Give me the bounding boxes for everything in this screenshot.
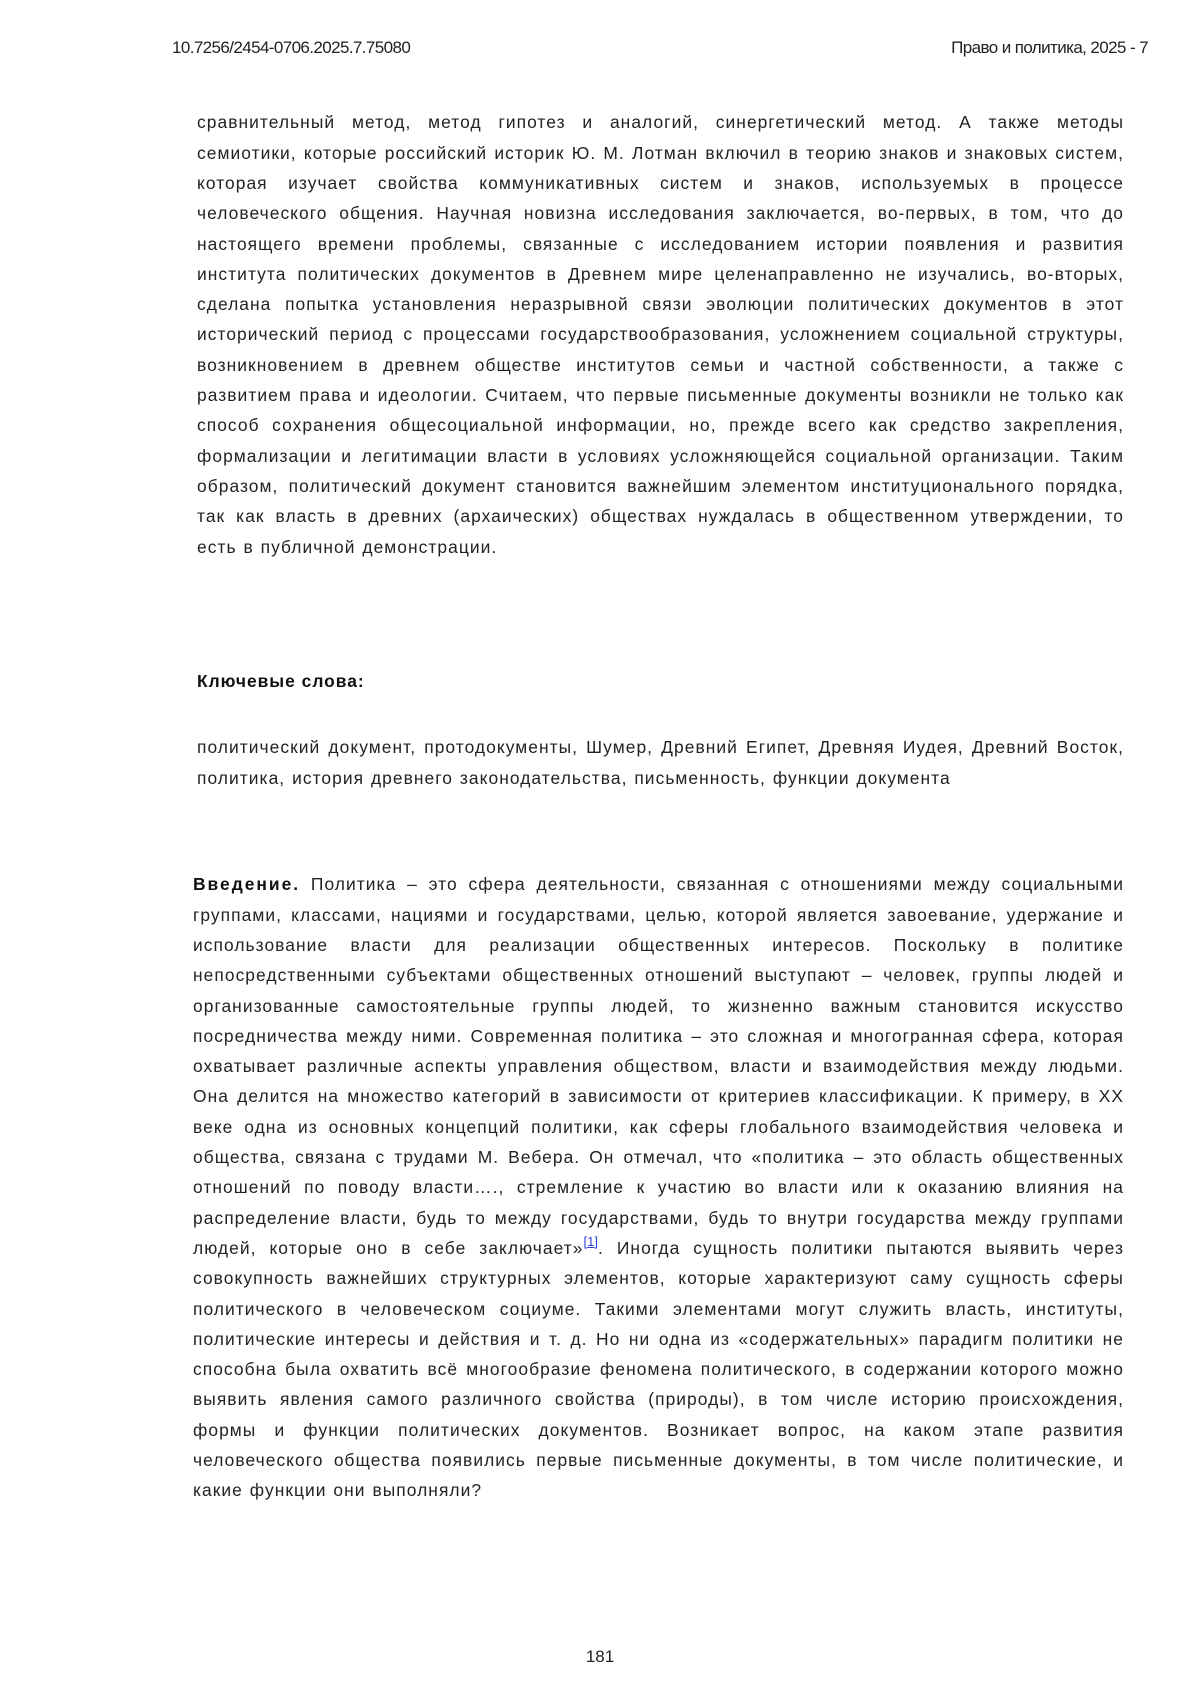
introduction-text-part1: Политика – это сфера деятельности, связанная с отношениями между социальными группами, классами, нациями и государствами, целью, которой является завоевание, удержание и использование власти для реализации общественных интересов. Поскольку в политике непосредственными субъектами общественных отношений выступают – человек, группы людей и организованные самостоятельные группы людей, то жизненно важным становится искусство посредничества между ними. Современная политика – это сложная и многогранная сфера, которая охватывает различные аспекты управления обществом, власти и взаимодействия между людьми. Она делится на множество категорий в зависимости от критериев классификации. К примеру, в XX веке одна из основных концепций политики, как сферы глобального взаимодействия человека и общества, связана с трудами М. Вебера. Он отмечал, что «политика – это область общественных отношений по поводу власти…., стремление к участию во власти или к оказанию влияния на распределение власти, будь то между государствами, будь то внутри государства между группами людей, которые оно в себе заключает»	[193, 874, 1124, 1258]
page-number: 181	[0, 1647, 1200, 1667]
introduction-paragraph	[193, 869, 1124, 1505]
keywords-list: политический документ, протодокументы, Шумер, Древний Египет, Древняя Иудея, Древний Восток, политика, история древнего законодательства, письменность, функции документа	[197, 732, 1124, 793]
keywords-heading: Ключевые слова:	[197, 671, 365, 692]
doi-text: 10.7256/2454-0706.2025.7.75080	[172, 38, 410, 58]
introduction-text-part2: . Иногда сущность политики пытаются выявить через совокупность важнейших структурных элементов, которые характеризуют саму сущность сферы политического в человеческом социуме. Такими элементами могут служить власть, институты, политические интересы и действия и т. д. Но ни одна из «содержательных» парадигм политики не способна была охватить всё многообразие феномена политического, в содержании которого можно выявить явления самого различного свойства (природы), в том числе историю происхождения, формы и функции политических документов. Возникает вопрос, на каком этапе развития человеческого общества появились первые письменные документы, в том числе политические, и какие функции они выполняли?	[193, 1238, 1124, 1500]
journal-issue-text: Право и политика, 2025 - 7	[951, 38, 1148, 58]
abstract-paragraph: сравнительный метод, метод гипотез и аналогий, синергетический метод. А также методы семиотики, которые российский историк Ю. М. Лотман включил в теорию знаков и знаковых систем, которая изучает свойства коммуникативных систем и знаков, используемых в процессе человеческого общения. Научная новизна исследования заключается, во-первых, в том, что до настоящего времени проблемы, связанные с исследованием истории появления и развития института политических документов в Древнем мире целенаправленно не изучались, во-вторых, сделана попытка установления неразрывной связи эволюции политических документов в этот исторический период с процессами государствообразования, усложнением социальной структуры, возникновением в древнем обществе институтов семьи и частной собственности, а также с развитием права и идеологии. Считаем, что первые письменные документы возникли не только как способ сохранения общесоциальной информации, но, прежде всего как средство закрепления, формализации и легитимации власти в условиях усложняющейся социальной организации. Таким образом, политический документ становится важнейшим элементом институционального порядка, так как власть в древних (архаических) обществах нуждалась в общественном утверждении, то есть в публичной демонстрации.	[197, 107, 1124, 561]
footnote-link[interactable]: [1]	[584, 1234, 598, 1249]
introduction-lead: Введение.	[193, 874, 300, 894]
page-header	[172, 38, 1148, 62]
